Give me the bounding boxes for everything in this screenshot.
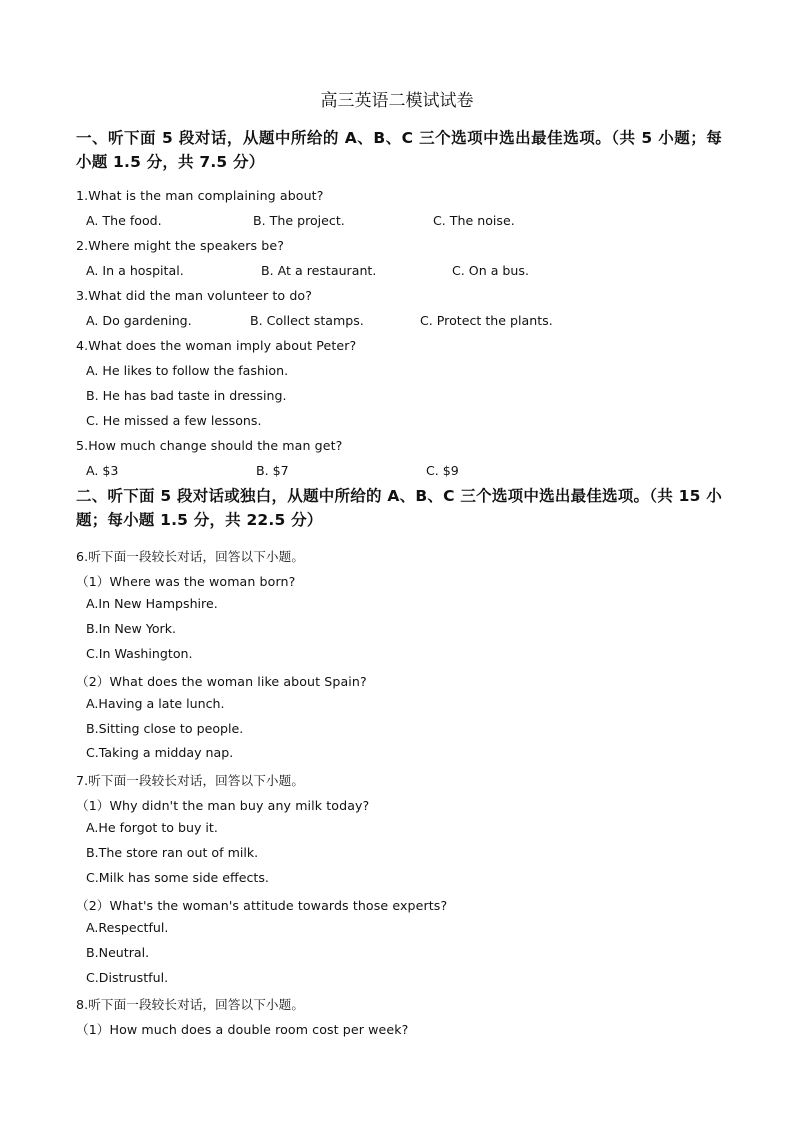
- q4-option-a: A. He likes to follow the fashion.: [86, 363, 289, 378]
- q7-sub1-option-c: C.Milk has some side effects.: [86, 870, 269, 885]
- q7-sub2-option-c: C.Distrustful.: [86, 970, 169, 985]
- q6-sub1-option-b: B.In New York.: [86, 621, 177, 636]
- q1-option-b: B. The project.: [253, 213, 345, 228]
- q7-sub1-option-a: A.He forgot to buy it.: [86, 820, 218, 835]
- q5-option-b: B. $7: [256, 463, 289, 478]
- question-7-intro: 7.听下面一段较长对话，回答以下小题。: [76, 773, 305, 788]
- q1-option-c: C. The noise.: [433, 213, 515, 228]
- q6-sub1-option-c: C.In Washington.: [86, 646, 193, 661]
- q6-sub1-option-a: A.In New Hampshire.: [86, 596, 218, 611]
- q6-sub1: （1）Where was the woman born?: [76, 574, 296, 589]
- question-2: 2.Where might the speakers be?: [76, 238, 284, 253]
- q3-option-c: C. Protect the plants.: [420, 313, 553, 328]
- question-4: 4.What does the woman imply about Peter?: [76, 338, 357, 353]
- page-title: 高三英语二模试试卷: [320, 91, 474, 111]
- q7-sub2-option-b: B.Neutral.: [86, 945, 150, 960]
- q2-option-c: C. On a bus.: [452, 263, 529, 278]
- q7-sub1-option-b: B.The store ran out of milk.: [86, 845, 259, 860]
- q4-option-c: C. He missed a few lessons.: [86, 413, 262, 428]
- section-1-heading: 一、听下面 5 段对话，从题中所给的 A、B、C 三个选项中选出最佳选项。（共 5 小题；每小题 1.5 分，共 7.5 分）: [76, 129, 722, 171]
- q7-sub1: （1）Why didn't the man buy any milk today?: [76, 798, 370, 813]
- q6-sub2-option-b: B.Sitting close to people.: [86, 721, 244, 736]
- q7-sub2-option-a: A.Respectful.: [86, 920, 169, 935]
- q2-option-b: B. At a restaurant.: [261, 263, 377, 278]
- q4-option-b: B. He has bad taste in dressing.: [86, 388, 287, 403]
- q3-option-a: A. Do gardening.: [86, 313, 192, 328]
- q6-sub2: （2）What does the woman like about Spain?: [76, 674, 367, 689]
- question-6-intro: 6.听下面一段较长对话，回答以下小题。: [76, 549, 305, 564]
- q6-sub2-option-c: C.Taking a midday nap.: [86, 745, 234, 760]
- question-1: 1.What is the man complaining about?: [76, 188, 324, 203]
- q5-option-a: A. $3: [86, 463, 119, 478]
- q2-option-a: A. In a hospital.: [86, 263, 184, 278]
- question-3: 3.What did the man volunteer to do?: [76, 288, 313, 303]
- section-2-heading: 二、听下面 5 段对话或独白，从题中所给的 A、B、C 三个选项中选出最佳选项。（共 15 小题；每小题 1.5 分，共 22.5 分）: [76, 487, 722, 529]
- question-5: 5.How much change should the man get?: [76, 438, 343, 453]
- q3-option-b: B. Collect stamps.: [250, 313, 364, 328]
- q7-sub2: （2）What's the woman's attitude towards those experts?: [76, 898, 448, 913]
- q5-option-c: C. $9: [426, 463, 459, 478]
- q8-sub1: （1）How much does a double room cost per week?: [76, 1022, 409, 1037]
- q6-sub2-option-a: A.Having a late lunch.: [86, 696, 225, 711]
- q1-option-a: A. The food.: [86, 213, 162, 228]
- question-8-intro: 8.听下面一段较长对话，回答以下小题。: [76, 997, 305, 1012]
